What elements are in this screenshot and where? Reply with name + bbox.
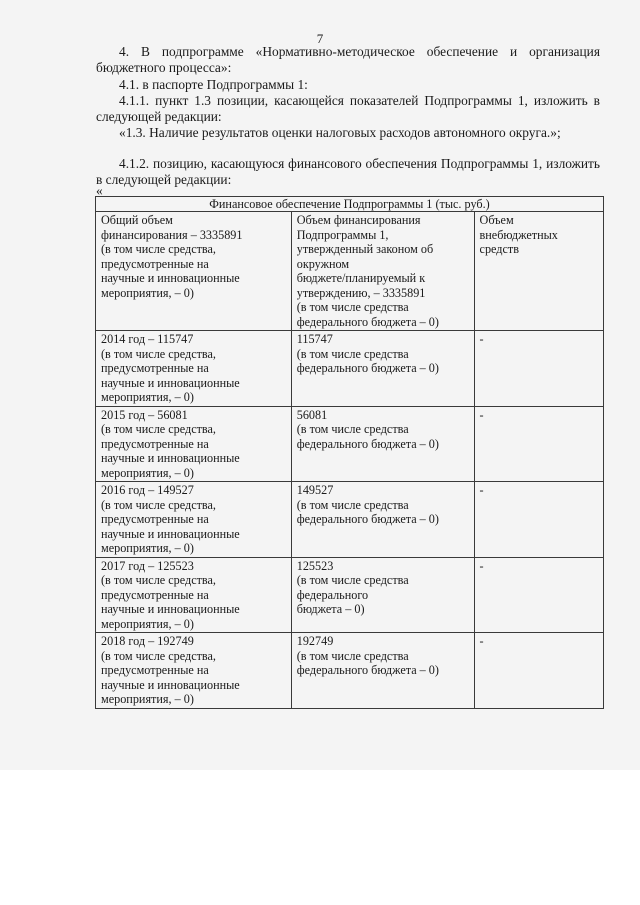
table-caption: Финансовое обеспечение Подпрограммы 1 (тыс. руб.) (96, 197, 604, 212)
cell-year-total: 2014 год – 115747 (в том числе средства, предусмотренные на научные и инновационные мероприятия, – 0) (96, 331, 292, 407)
cell-year-extrabudgetary: - (474, 331, 603, 407)
cell-year-approved: 115747 (в том числе средства федерального бюджета – 0) (291, 331, 474, 407)
cell-year-total: 2016 год – 149527 (в том числе средства, предусмотренные на научные и инновационные мероприятия, – 0) (96, 482, 292, 558)
table-row (96, 482, 604, 558)
cell-year-total: 2015 год – 56081 (в том числе средства, предусмотренные на научные и инновационные мероприятия, – 0) (96, 406, 292, 482)
paragraph-4-1-1: 4.1.1. пункт 1.3 позиции, касающейся показателей Подпрограммы 1, изложить в следующей редакции: (96, 93, 600, 124)
paragraph-4-1: 4.1. в паспорте Подпрограммы 1: (119, 77, 308, 92)
cell-year-extrabudgetary: - (474, 406, 603, 482)
cell-year-extrabudgetary: - (474, 633, 603, 709)
cell-year-approved: 125523 (в том числе средства федерального бюджета – 0) (291, 557, 474, 633)
cell-year-approved: 149527 (в том числе средства федерального бюджета – 0) (291, 482, 474, 558)
table-caption-row (96, 197, 604, 212)
financing-table (95, 196, 604, 709)
header-extrabudgetary: Объем внебюджетных средств (474, 212, 603, 331)
table-row (96, 633, 604, 709)
cell-year-extrabudgetary: - (474, 557, 603, 633)
table-row (96, 557, 604, 633)
table-row (96, 406, 604, 482)
opening-quote: « (96, 183, 103, 198)
header-total-financing: Общий объем финансирования – 3335891 (в том числе средства, предусмотренные на научные и инновационные мероприятия, – 0) (96, 212, 292, 331)
paragraph-4-1-2: 4.1.2. позицию, касающуюся финансового обеспечения Подпрограммы 1, изложить в следующей редакции: (96, 156, 600, 187)
table-row (96, 331, 604, 407)
page-number: 7 (316, 31, 324, 46)
table-header-row (96, 212, 604, 331)
cell-year-total: 2018 год – 192749 (в том числе средства, предусмотренные на научные и инновационные мероприятия, – 0) (96, 633, 292, 709)
cell-year-extrabudgetary: - (474, 482, 603, 558)
header-approved-financing: Объем финансирования Подпрограммы 1, утвержденный законом об окружном бюджете/планируемый к утверждению, – 3335891 (в том числе средства федерального бюджета – 0) (291, 212, 474, 331)
cell-year-approved: 56081 (в том числе средства федерального бюджета – 0) (291, 406, 474, 482)
paragraph-quoted-1-3: «1.3. Наличие результатов оценки налоговых расходов автономного округа.»; (119, 125, 561, 140)
paragraph-section-4: 4. В подпрограмме «Нормативно-методическое обеспечение и организация бюджетного процесса»: (96, 44, 600, 75)
cell-year-approved: 192749 (в том числе средства федерального бюджета – 0) (291, 633, 474, 709)
cell-year-total: 2017 год – 125523 (в том числе средства, предусмотренные на научные и инновационные мероприятия, – 0) (96, 557, 292, 633)
